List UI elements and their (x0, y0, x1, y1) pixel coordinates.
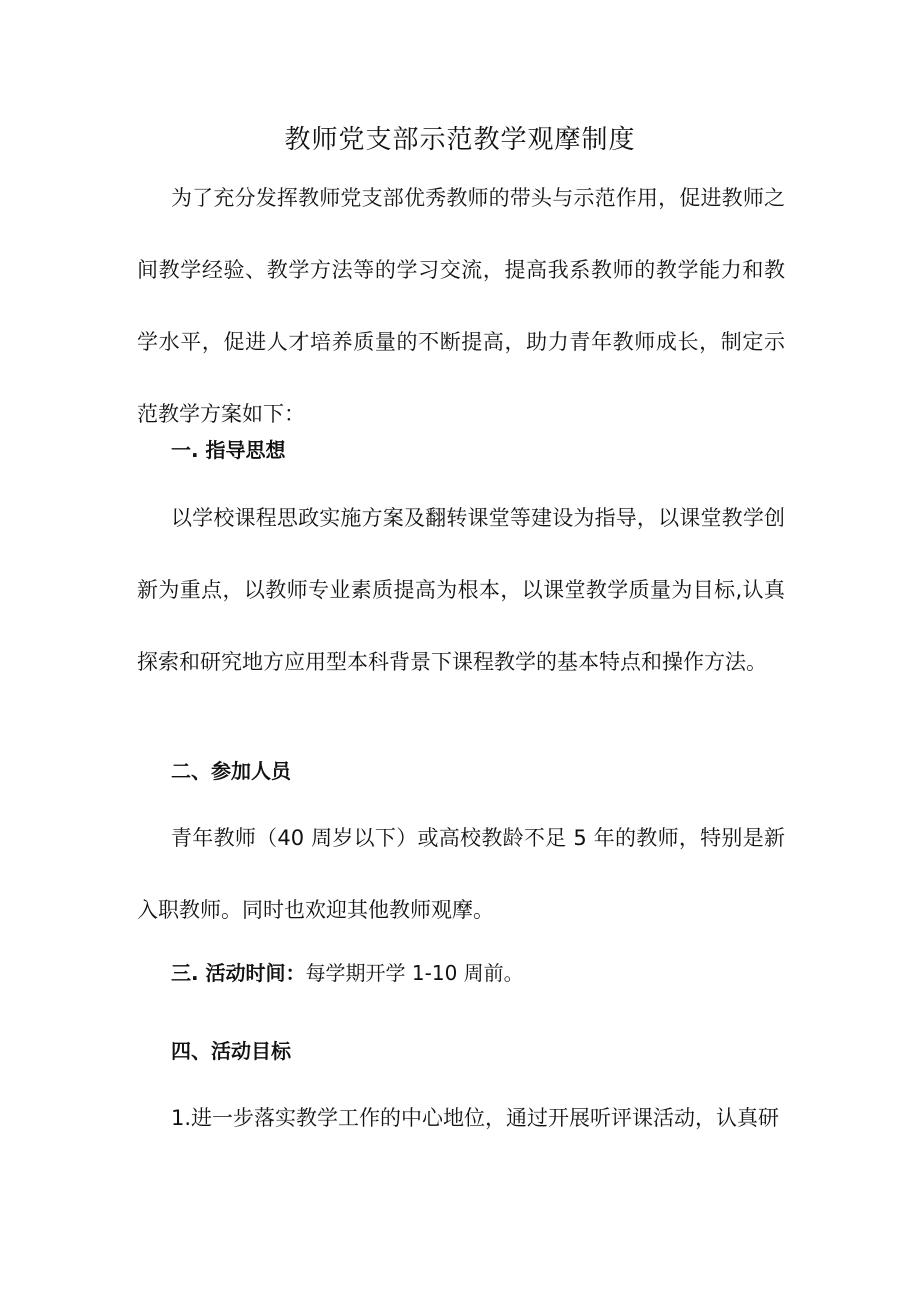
section-heading-activity-goals: 四、活动目标 (171, 1039, 291, 1063)
activity-time-value: 每学期开学 1-10 周前。 (305, 961, 524, 985)
participants-paragraph: 青年教师（40 周岁以下）或高校教龄不足 5 年的教师，特别是新入职教师。同时也欢迎其他教师观摩。 (137, 826, 785, 922)
section-heading-participants: 二、参加人员 (171, 759, 291, 783)
document-title: 教师党支部示范教学观摩制度 (284, 125, 636, 155)
guiding-thought-paragraph: 以学校课程思政实施方案及翻转课堂等建设为指导，以课堂教学创新为重点，以教师专业素质提高为根本，以课堂教学质量为目标,认真探索和研究地方应用型本科背景下课程教学的基本特点和操作方法。 (137, 506, 785, 674)
activity-goals-paragraph: 1.进一步落实教学工作的中心地位，通过开展听评课活动，认真研 (171, 1106, 780, 1130)
section-heading-guiding-thought: 一. 指导思想 (171, 438, 286, 462)
section-heading-activity-time (171, 953, 785, 993)
activity-time-label: 三. 活动时间： (171, 961, 306, 985)
intro-paragraph: 为了充分发挥教师党支部优秀教师的带头与示范作用，促进教师之间教学经验、教学方法等的学习交流，提高我系教师的教学能力和教学水平，促进人才培养质量的不断提高，助力青年教师成长，制定示范教学方案如下： (137, 186, 785, 426)
